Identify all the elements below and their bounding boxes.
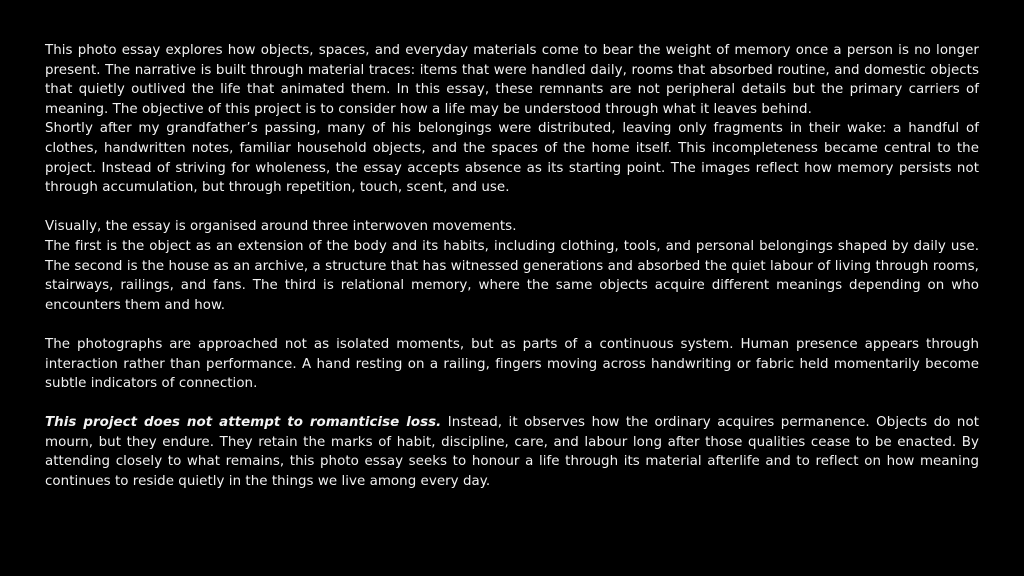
grandfather-paragraph: Shortly after my grandfather’s passing, many of his belongings were distributed, leaving only fragments in their wake: a handful of clothes, handwritten notes, familiar household objects, and the spaces of the home itself. This incompleteness became central to the project. Instead of striving for wholeness, the essay accepts absence as its starting point. The images reflect how memory persists not through accumulation, but through repetition, touch, scent, and use. xyxy=(45,121,979,196)
paragraph-gap xyxy=(45,315,979,335)
paragraph-gap xyxy=(45,394,979,414)
closing-emphasis: This project does not attempt to romanticise loss. xyxy=(45,415,442,431)
movements-intro-paragraph: Visually, the essay is organised around three interwoven movements. xyxy=(45,219,517,235)
movements-paragraph: The first is the object as an extension of the body and its habits, including clothing, tools, and personal belongings shaped by daily use. The second is the house as an archive, a structure that has witnessed generations and absorbed the quiet labour of living through rooms, stairways, railings, and fans. The third is relational memory, where the same objects acquire different meanings depending on who encounters them and how. xyxy=(45,238,979,313)
closing-paragraph xyxy=(45,413,979,491)
closing-text: Instead, it observes how the ordinary acquires permanence. Objects do not mourn, but they endure. They retain the marks of habit, discipline, care, and labour long after those qualities cease to be enacted. By attending closely to what remains, this photo essay seeks to honour a life through its material afterlife and to reflect on how meaning continues to reside quietly in the things we live among every day. xyxy=(45,415,979,490)
paragraph-gap xyxy=(45,198,979,218)
intro-paragraph: This photo essay explores how objects, spaces, and everyday materials come to bear the weight of memory once a person is no longer present. The narrative is built through material traces: items that were handled daily, rooms that absorbed routine, and domestic objects that quietly outlived the life that animated them. In this essay, these remnants are not peripheral details but the primary carriers of meaning. The objective of this project is to consider how a life may be understood through what it leaves behind. xyxy=(45,43,979,117)
photographs-paragraph: The photographs are approached not as isolated moments, but as parts of a continuous system. Human presence appears through interaction rather than performance. A hand resting on a railing, fingers moving across handwriting or fabric held momentarily become subtle indicators of connection. xyxy=(45,336,979,392)
